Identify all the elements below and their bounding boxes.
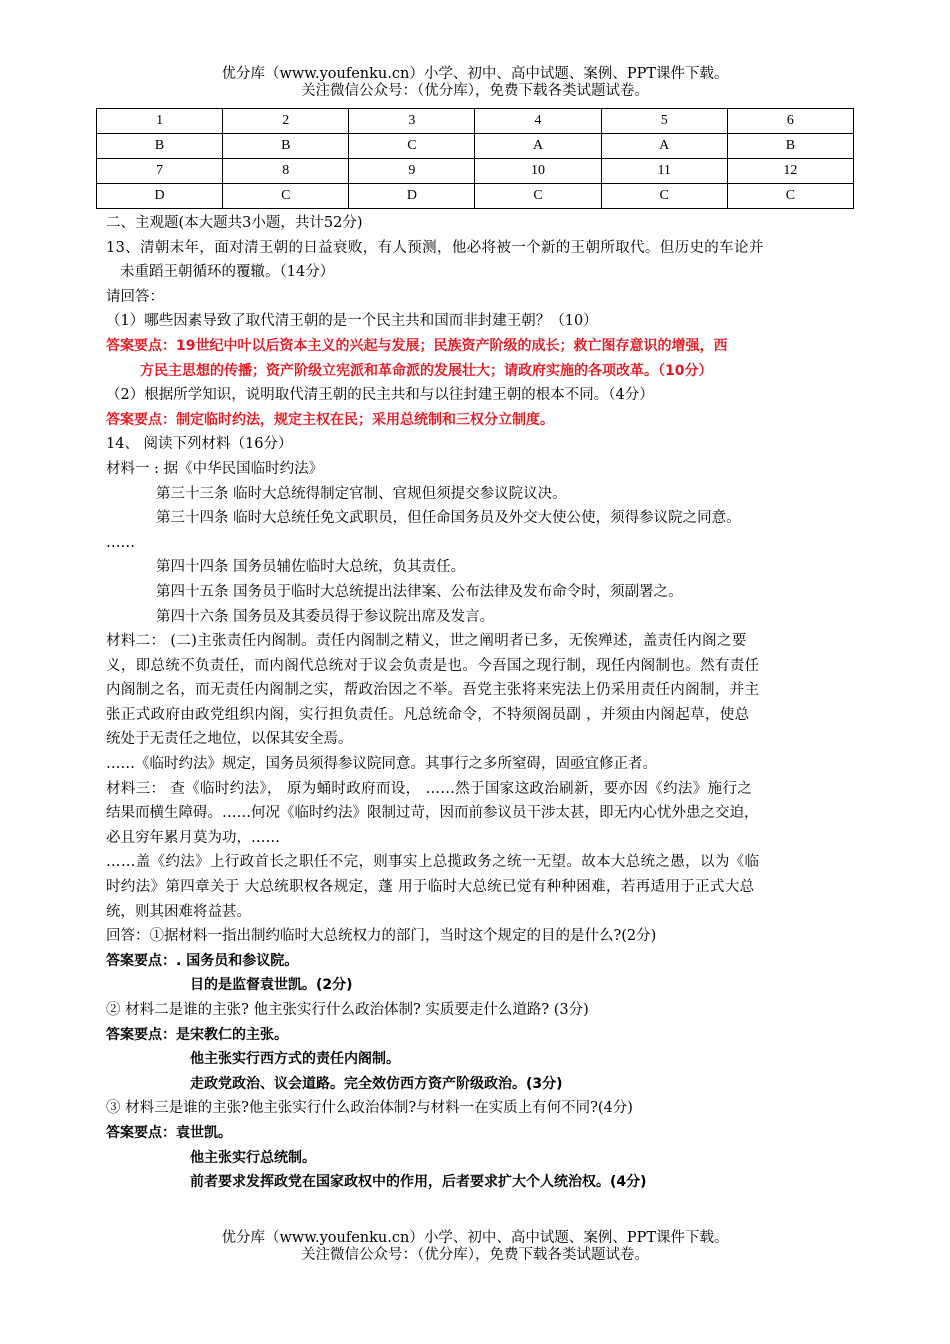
section-heading: 二、主观题(本大题共3小题，共计52分) <box>106 215 363 231</box>
answer-question-1: 回答：①据材料一指出制约临时大总统权力的部门，当时这个规定的目的是什么?(2分) <box>106 928 657 945</box>
material-3: 材料三： 查《临时约法》， 原为蛹时政府而设， ……然于国家这政治刷新，要亦因《约法》施行之 <box>106 780 753 797</box>
answer-label: 答案要点： <box>106 411 176 428</box>
sub-question-2: （2）根据所学知识，说明取代清王朝的民主共和与以往封建王朝的根本不同。（4分） <box>106 387 654 404</box>
material-2: 材料二： (二)主张责任内阁制。责任内阁制之精义，世之阐明者已多，无俟殚述，盖责任内阁之要 <box>106 633 747 650</box>
table-row <box>97 159 854 184</box>
table-cell: B <box>97 134 223 159</box>
article-45: 第四十五条 国务员于临时大总统提出法律案、公布法律及发布命令时，须副署之。 <box>156 583 683 600</box>
material-1-title: 材料一 : 据《中华民国临时约法》 <box>106 460 324 477</box>
material-2-cont: 张正式政府由政党组织内阁，实行担负责任。凡总统命令，不特须阁员副 ，并须由内阁起草，使总 <box>106 706 750 723</box>
header-line-1: 优分库（www.youfenku.cn）小学、初中、高中试题、案例、PPT课件下载。 <box>221 66 729 82</box>
sub-question-1: （1）哪些因素导致了取代清王朝的是一个民主共和国而非封建王朝？（10） <box>106 313 598 330</box>
answer-line-cont: 前者要求发挥政党在国家政权中的作用，后者要求扩大个人统治权。(4分) <box>190 1174 647 1191</box>
table-row <box>97 134 854 159</box>
article-34: 第三十四条 临时大总统任免文武职员，但任命国务员及外交大使公使，须得参议院之同意。 <box>156 510 741 527</box>
question-13-cont: 未重蹈王朝循环的覆辙。（14分） <box>120 264 335 281</box>
answer-line: 答案要点：是宋教仁的主张。 <box>106 1026 288 1043</box>
table-cell: 4 <box>475 109 601 134</box>
table-cell: C <box>601 184 727 209</box>
answer-line <box>106 408 854 433</box>
article-44: 第四十四条 国务员辅佐临时大总统，负其责任。 <box>156 559 466 576</box>
answer-question-3: ③ 材料三是谁的主张?他主张实行什么政治体制?与材料一在实质上有何不同?(4分) <box>106 1100 633 1117</box>
answer-line-cont: 走政党政治、议会道路。完全效仿西方资产阶级政治。(3分) <box>190 1075 563 1092</box>
table-cell: 2 <box>223 109 349 134</box>
table-cell: B <box>727 134 853 159</box>
answer-line-cont: 他主张实行西方式的责任内阁制。 <box>190 1051 400 1068</box>
table-cell: 1 <box>97 109 223 134</box>
page-footer <box>0 1230 950 1264</box>
answer-text: 制定临时约法，规定主权在民；采用总统制和三权分立制度。 <box>176 411 554 428</box>
material-3-cont: 结果而横生障碍。……何况《临时约法》限制过苛，因而前参议员干涉太甚，即无内心忧外患之交迫， <box>106 805 759 822</box>
table-cell: C <box>475 184 601 209</box>
table-row <box>97 109 854 134</box>
table-cell: C <box>727 184 853 209</box>
article-33: 第三十三条 临时大总统得制定官制、官规但须提交参议院议决。 <box>156 485 567 502</box>
material-2-cont: 义，即总统不负责任，而内阁代总统对于议会负责是也。今吾国之现行制，现任内阁制也。然有责任 <box>106 657 760 674</box>
table-cell: C <box>349 134 475 159</box>
document-body <box>106 211 854 1195</box>
answer-table <box>96 108 854 209</box>
article-46: 第四十六条 国务员及其委员得于参议院出席及发言。 <box>156 608 495 625</box>
material-3-cont: 统，则其困难将益甚。 <box>106 903 251 920</box>
table-row <box>97 184 854 209</box>
page-header <box>0 66 950 100</box>
material-3-cont: ……盖《约法》上行政首长之职任不完，则事实上总揽政务之统一无望。故本大总统之愚，以为《临 <box>106 854 760 871</box>
table-cell: D <box>349 184 475 209</box>
table-cell: 7 <box>97 159 223 184</box>
please-answer: 请回答： <box>106 288 164 305</box>
table-cell: A <box>475 134 601 159</box>
table-cell: 6 <box>727 109 853 134</box>
answer-line: 答案要点：袁世凯。 <box>106 1124 232 1141</box>
question-14: 14、 阅读下列材料（16分） <box>106 436 293 453</box>
answer-line-cont: 他主张实行总统制。 <box>190 1149 316 1166</box>
table-cell: 5 <box>601 109 727 134</box>
answer-line: 答案要点：. 国务员和参议院。 <box>106 952 299 969</box>
answer-question-2: ② 材料二是谁的主张? 他主张实行什么政治体制? 实质要走什么道路? (3分) <box>106 1002 589 1018</box>
table-cell: D <box>97 184 223 209</box>
table-cell: 12 <box>727 159 853 184</box>
table-cell: 10 <box>475 159 601 184</box>
answer-line <box>106 334 854 359</box>
footer-line-2: 关注微信公众号：（优分库），免费下载各类试题试卷。 <box>301 1247 649 1263</box>
table-cell: 9 <box>349 159 475 184</box>
material-2-note: ……《临时约法》规定，国务员须得参议院同意。其事行之多所窒碍，固亟宜修正者。 <box>106 756 657 773</box>
answer-text: 19世纪中叶以后资本主义的兴起与发展；民族资产阶级的成长；救亡图存意识的增强，西 <box>176 337 728 354</box>
table-cell: B <box>223 134 349 159</box>
material-2-cont: 统处于无责任之地位，以保其安全焉。 <box>106 731 353 748</box>
table-cell: 3 <box>349 109 475 134</box>
header-line-2: 关注微信公众号：（优分库），免费下载各类试题试卷。 <box>301 83 649 99</box>
answer-text-cont: 方民主思想的传播；资产阶级立宪派和革命派的发展壮大；请政府实施的各项改革。（10分） <box>140 362 713 379</box>
table-cell: A <box>601 134 727 159</box>
table-cell: 8 <box>223 159 349 184</box>
answer-label: 答案要点： <box>106 337 176 354</box>
table-cell: 11 <box>601 159 727 184</box>
material-3-cont: 时约法》第四章关于 大总统职权各规定，蓬 用于临时大总统已觉有种种困难，若再适用于正式大总 <box>106 879 755 896</box>
material-2-cont: 内阁制之名，而无责任内阁制之实，帮政治因之不举。吾党主张将来宪法上仍采用责任内阁制，并主 <box>106 682 760 699</box>
answer-line-cont: 目的是监督袁世凯。(2分) <box>190 977 353 994</box>
material-3-cont: 必且穷年累月莫为功，…… <box>106 829 280 846</box>
table-cell: C <box>223 184 349 209</box>
ellipsis: …… <box>106 534 135 551</box>
footer-line-1: 优分库（www.youfenku.cn）小学、初中、高中试题、案例、PPT课件下载。 <box>221 1230 729 1246</box>
question-13: 13、清朝末年，面对清王朝的日益衰败，有人预测，他必将被一个新的王朝所取代。但历史的车论并 <box>106 239 764 256</box>
